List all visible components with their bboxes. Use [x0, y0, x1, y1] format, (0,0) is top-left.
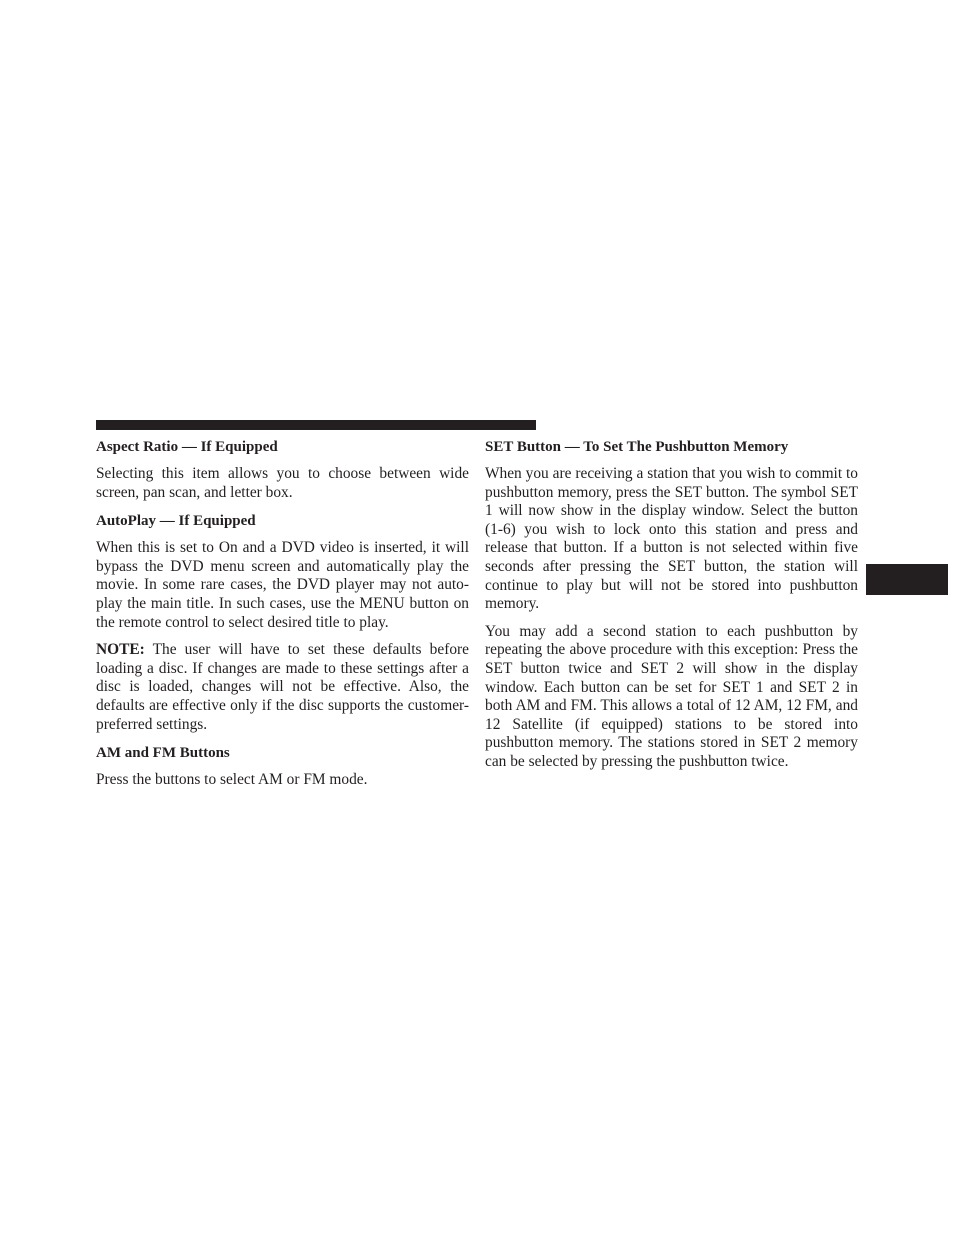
autoplay-body: When this is set to On and a DVD video is inserted, it will bypass the DVD menu screen and automatically play the movie. In some rare cases, the DVD player may not auto-play the main title. In such cases, use the MENU button on the remote control to select desired title to play. — [96, 539, 469, 631]
autoplay-heading: AutoPlay — If Equipped — [96, 513, 256, 530]
aspect-ratio-heading: Aspect Ratio — If Equipped — [96, 439, 278, 455]
am-fm-body: Press the buttons to select AM or FM mode. — [96, 771, 368, 789]
aspect-ratio-body: Selecting this item allows you to choose between wide screen, pan scan, and letter box. — [96, 465, 469, 501]
chapter-tab-marker — [866, 564, 948, 595]
am-fm-heading: AM and FM Buttons — [96, 745, 230, 762]
section-top-rule — [96, 420, 536, 430]
set-button-body-1: When you are receiving a station that you wish to commit to pushbutton memory, press the SET button. The symbol SET 1 will now show in the display window. Select the button (1-6) you wish to lock onto this station and press and release that button. If a button is not selected within five seconds after pressing the SET button, the station will continue to play but will not be stored into pushbutton memory. — [485, 465, 858, 613]
set-button-body-2: You may add a second station to each pushbutton by repeating the above procedure with this exception: Press the SET button twice and SET 2 will show in the display window. Each button can be set for SET 1 and SET 2 in both AM and FM. This allows a total of 12 AM, 12 FM, and 12 Satellite (if equipped) stations to be stored into pushbutton memory. The stations stored in SET 2 memory can be selected by pressing the pushbutton twice. — [485, 622, 858, 770]
right-column — [485, 437, 858, 781]
note-paragraph — [96, 641, 469, 734]
set-button-heading: SET Button — To Set The Pushbutton Memory — [485, 439, 789, 455]
note-body: The user will have to set these defaults before loading a disc. If changes are made to these settings after a disc is loaded, changes will not be effective. Also, the defaults are effective only if the disc supports the customer-preferred settings. — [96, 641, 469, 733]
left-column — [96, 437, 469, 799]
note-label: NOTE: — [96, 641, 145, 659]
